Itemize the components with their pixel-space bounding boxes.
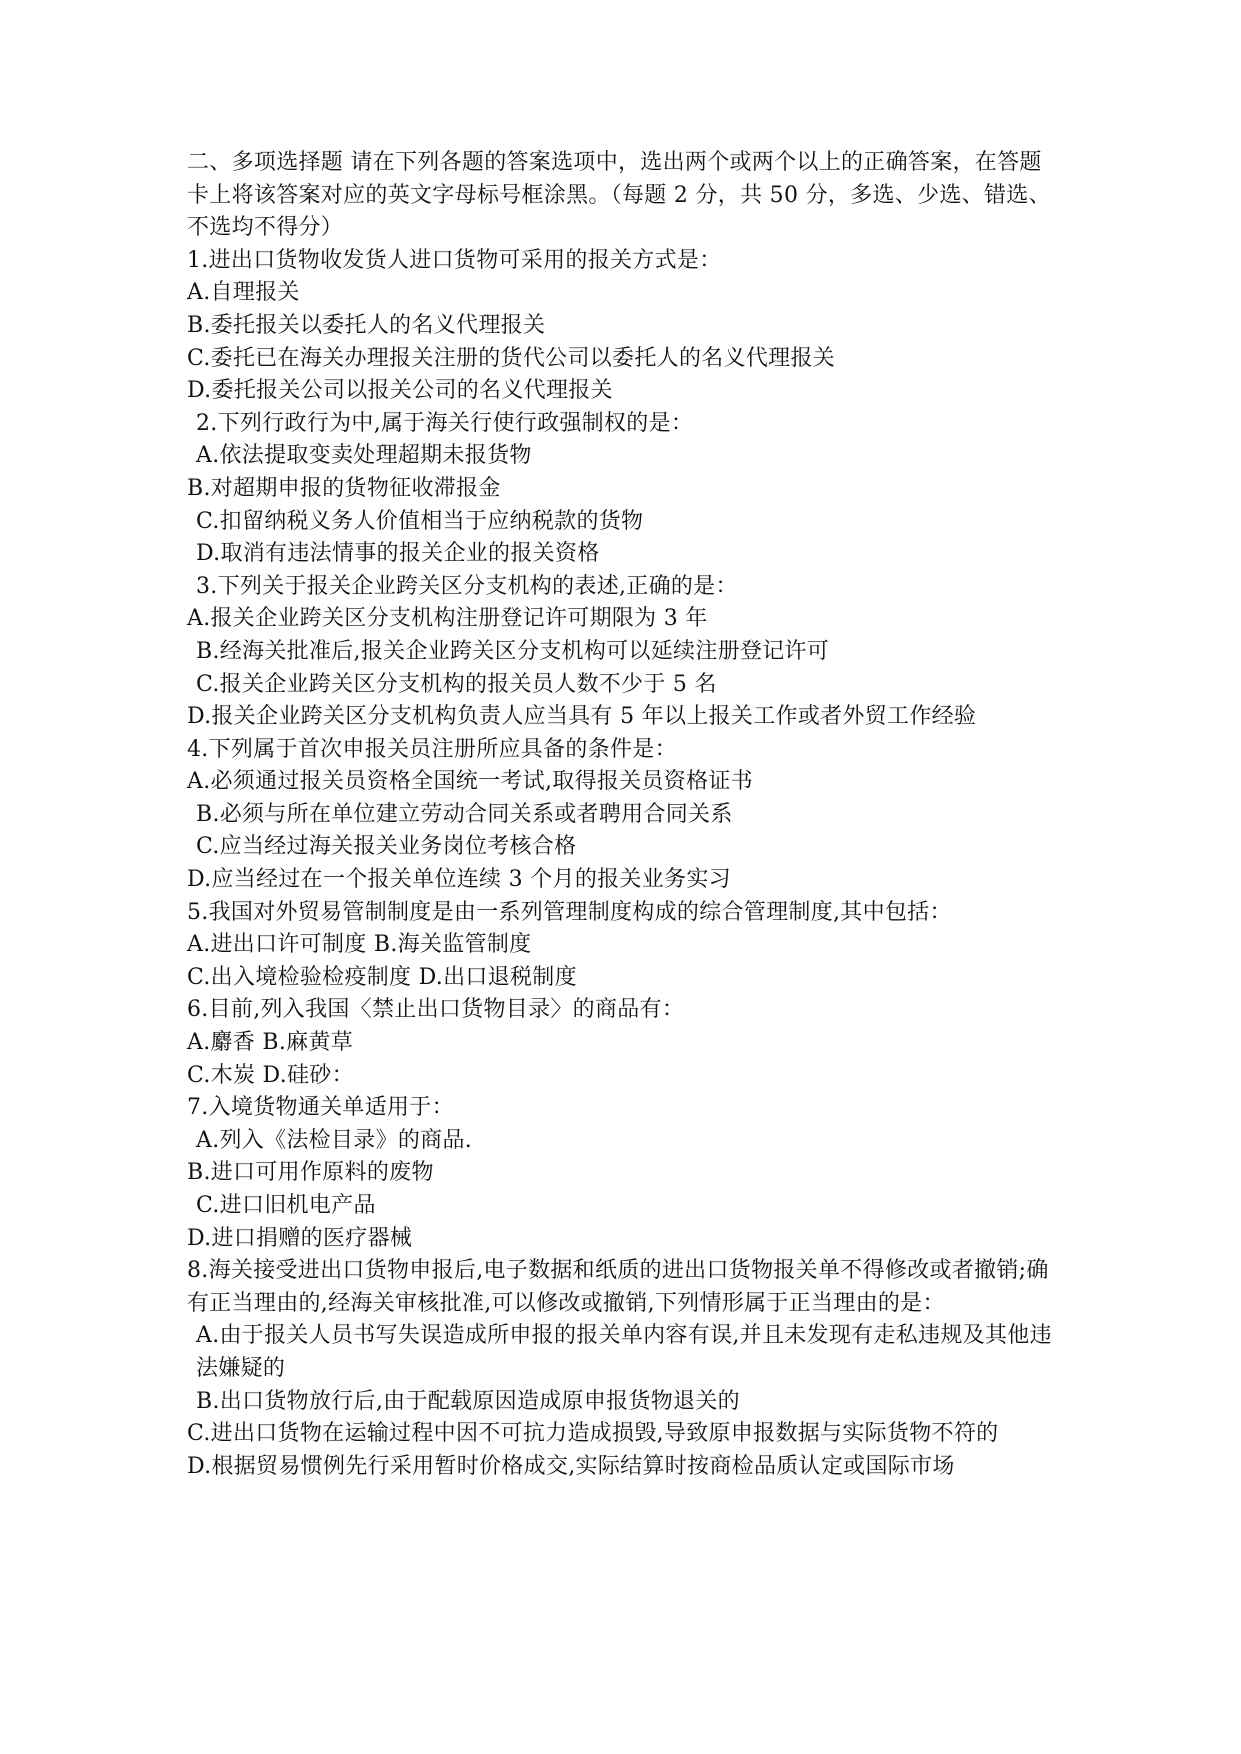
option: D.根据贸易惯例先行采用暂时价格成交,实际结算时按商检品质认定或国际市场 [187, 1453, 955, 1479]
option: C.委托已在海关办理报关注册的货代公司以委托人的名义代理报关 [187, 345, 836, 371]
option: C.木炭 D.硅砂： [187, 1062, 354, 1088]
option: A.麝香 B.麻黄草 [187, 1030, 354, 1056]
option: A.列入《法检目录》的商品. [196, 1127, 473, 1153]
option: B.必须与所在单位建立劳动合同关系或者聘用合同关系 [196, 801, 733, 827]
question-stem: 8.海关接受进出口货物申报后,电子数据和纸质的进出口货物报关单不得修改或者撤销;确有正当理由的,经海关审核批准,可以修改或撤销,下列情形属于正当理由的是： [187, 1258, 1049, 1316]
option: A.必须通过报关员资格全国统一考试,取得报关员资格证书 [187, 769, 753, 795]
question-stem: 7.入境货物通关单适用于： [187, 1095, 454, 1121]
option: C.进口旧机电产品 [196, 1193, 376, 1218]
question-stem: 4.下列属于首次申报关员注册所应具备的条件是： [187, 736, 677, 762]
option: A.依法提取变卖处理超期未报货物 [196, 443, 532, 469]
option: C.报关企业跨关区分支机构的报关员人数不少于 5 名 [196, 671, 717, 697]
question-stem: 1.进出口货物收发货人进口货物可采用的报关方式是： [187, 247, 722, 273]
question-stem: 5.我国对外贸易管制制度是由一系列管理制度构成的综合管理制度,其中包括： [187, 899, 952, 925]
option: B.进口可用作原料的废物 [187, 1160, 434, 1186]
option: A.报关企业跨关区分支机构注册登记许可期限为 3 年 [187, 606, 708, 632]
option: A.进出口许可制度 B.海关监管制度 [187, 932, 532, 958]
option: D.进口捐赠的医疗器械 [187, 1225, 413, 1251]
option: C.出入境检验检疫制度 D.出口退税制度 [187, 964, 577, 990]
question-stem: 2.下列行政行为中,属于海关行使行政强制权的是： [196, 410, 694, 436]
option: C.应当经过海关报关业务岗位考核合格 [196, 834, 577, 860]
option: C.扣留纳税义务人价值相当于应纳税款的货物 [196, 508, 644, 534]
option: A.自理报关 [187, 280, 300, 306]
option: B.对超期申报的货物征收滞报金 [187, 475, 501, 501]
option: D.报关企业跨关区分支机构负责人应当具有 5 年以上报关工作或者外贸工作经验 [187, 704, 977, 730]
document-page [187, 147, 1057, 1483]
question-stem: 3.下列关于报关企业跨关区分支机构的表述,正确的是： [196, 573, 738, 599]
option: D.委托报关公司以报关公司的名义代理报关 [187, 378, 613, 404]
option: B.出口货物放行后,由于配载原因造成原申报货物退关的 [196, 1388, 740, 1414]
option: D.应当经过在一个报关单位连续 3 个月的报关业务实习 [187, 867, 731, 893]
option: B.经海关批准后,报关企业跨关区分支机构可以延续注册登记许可 [196, 638, 830, 664]
option: C.进出口货物在运输过程中因不可抗力造成损毁,导致原申报数据与实际货物不符的 [187, 1421, 999, 1447]
option: B.委托报关以委托人的名义代理报关 [187, 312, 546, 338]
option: D.取消有违法情事的报关企业的报关资格 [196, 541, 600, 567]
question-stem: 6.目前,列入我国〈禁止出口货物目录〉的商品有： [187, 997, 685, 1023]
option: A.由于报关人员书写失误造成所申报的报关单内容有误,并且未发现有走私违规及其他违法嫌疑的 [196, 1323, 1052, 1381]
section-heading: 二、多项选择题 请在下列各题的答案选项中，选出两个或两个以上的正确答案，在答题卡上将该答案对应的英文字母标号框涂黑。（每题 2 分，共 50 分，多选、少选、错选、不选均不得分） [187, 150, 1051, 241]
